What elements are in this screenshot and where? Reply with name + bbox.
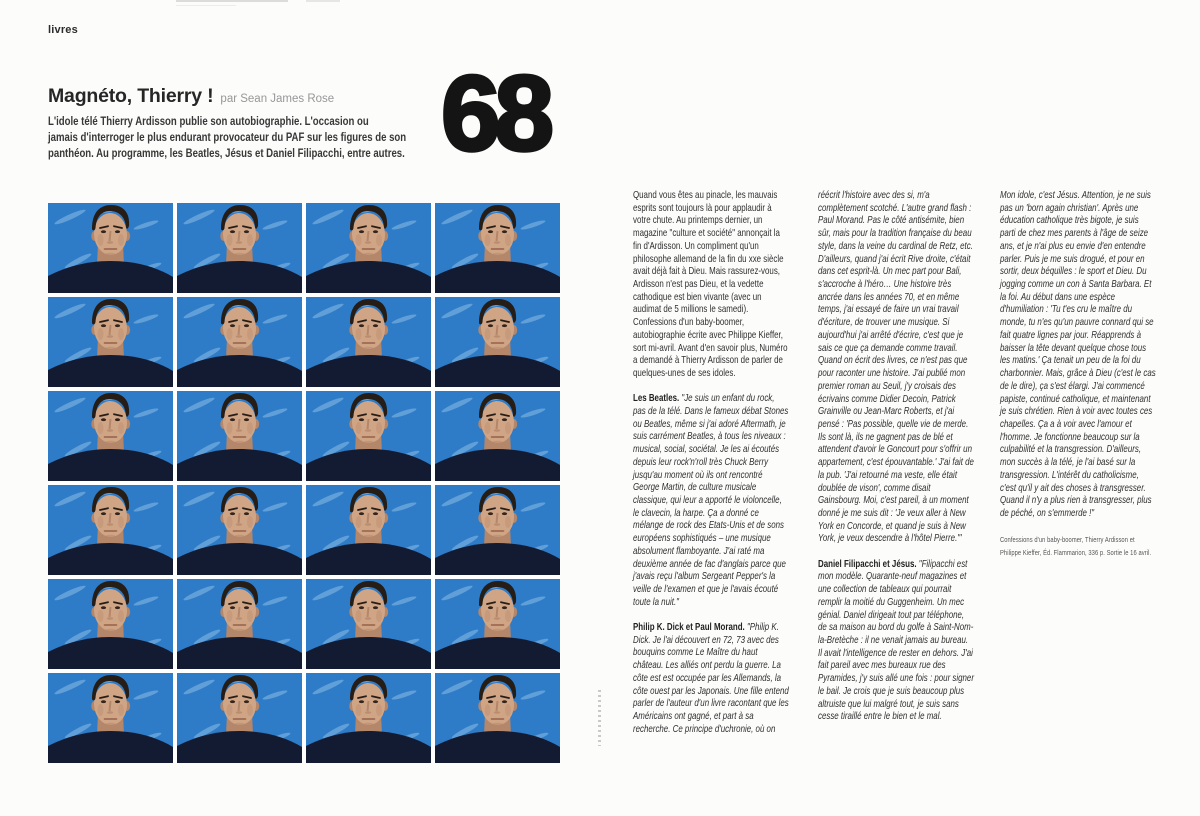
portrait-photo [48,391,173,481]
photo-cell [177,579,302,669]
paragraph-text: "Philip K. Dick. Je l'ai découvert en 72, 73 avec des bouquins comme Le Maître du haut château. Les alliés ont perdu la guerre. La côte est est occupée par les Allemands, la côte ouest par les Japonais. Une fille entend parler de l'auteur d'un livre racontant que les Américains ont gagné, et part à sa recherche. Ce principe d'uchronie, où on [633,622,789,735]
intro-line: L'idole télé Thierry Ardisson publie son autobiographie. L'occasion ou [48,114,369,128]
article-paragraph [633,393,789,609]
paragraph-lead: Les Beatles. [633,393,682,405]
article-paragraph [818,190,974,546]
photo-cell [48,391,173,481]
intro-line: panthéon. Au programme, les Beatles, Jésus et Daniel Filipacchi, entre autres. [48,146,405,161]
photo-cell [306,485,431,575]
paragraph-text: Mon idole, c'est Jésus. Attention, je ne suis pas un 'born again christian'. Après une éducation catholique très bigote, je suis parti de chez mes parents à l'âge de seize ans, et je n'ai plus eu envie d'en entendre parler. Puis je me suis drogué, et pour en sortir, deux béquilles : le sport et Dieu. Du jogging comme un con à Santa Barbara. Et la foi. Au début dans une espèce d'humiliation : 'Tu t'es cru le maître du monde, tu n'es qu'un pauvre connard qui se fait quatre lignes par jour. Réapprends à baisser la tête devant quelque chose tous les matins.' Ça tenait un peu de la foi du charbonnier. Mais, grâce à Dieu (c'est le cas de le dire), ça s'est élargi. J'ai commencé papiste, continué catholique, et maintenant je suis chrétien. Rien à voir avec toutes ces chapelles. Ça a à voir avec l'amour et l'homme. Je fonctionne beaucoup sur la culpabilité et la transgression. D'ailleurs, mon succès à la télé, je l'ai basé sur la transgression. L'intérêt du catholicisme, c'est qu'il y ait des choses à transgresser. Quand il n'y a plus rien à transgresser, plus de péché, on s'emmerde !" [1000,190,1156,519]
photo-cell [435,391,560,481]
photo-cell [435,485,560,575]
portrait-photo [306,391,431,481]
photo-cell [48,673,173,763]
photo-cell [48,297,173,387]
photo-cell [177,485,302,575]
photo-cell [177,297,302,387]
print-artifact [176,5,236,6]
page-number: 68 [441,53,549,173]
article-paragraph [633,190,789,381]
print-artifact [306,0,340,2]
paragraph-text: réécrit l'histoire avec des si, m'a complètement scotché. L'autre grand flash : Paul Morand. Pas le côté antisémite, bien sûr, mais pour la tradition française du beau style, dans la veine du cardinal de Retz, etc. D'ailleurs, quand j'ai écrit Rive droite, c'était dans cet esprit-là. Un mec part pour Bali, s'accroche à l'héro… Une histoire très ancrée dans les années 70, et en même temps, j'ai essayé de faire un vrai travail d'écriture, de trouver une musique. Si aujourd'hui j'ai arrêté d'écrire, c'est que je sais ce que ça demande comme travail. Quand on écrit des livres, ce n'est pas que pour raconter une histoire. J'ai publié mon premier roman au Seuil, j'y croisais des écrivains comme Didier Decoin, Patrick Grainville ou Jean-Marc Roberts, et j'ai pensé : 'Pas possible, quelle vie de merde. Ils sont là, ils ne gagnent pas de blé et attendent d'avoir le Goncourt pour s'offrir un appartement, c'est épouvantable.' J'ai fait de la pub. 'J'ai retourné ma veste, elle était doublée de vison', comme disait Gainsbourg. Moi, c'est pareil, à un moment donné je me suis dit : 'Je veux aller à New York en Concorde, et quand je suis à New York, je veux descendre à l'hôtel Pierre.'" [818,190,974,545]
portrait-photo [177,673,302,763]
paragraph-lead: Daniel Filipacchi et Jésus. [818,558,919,570]
photo-cell [435,297,560,387]
portrait-photo [177,203,302,293]
photo-cell [435,579,560,669]
article-column-2 [818,190,974,736]
intro-line: jamais d'interroger le plus endurant provocateur du PAF sur les figures de son [48,130,407,145]
portrait-photo [48,673,173,763]
portrait-photo [48,297,173,387]
photo-grid [48,203,560,763]
portrait-photo [306,485,431,575]
article-header [48,85,334,108]
portrait-photo [177,297,302,387]
portrait-photo [306,297,431,387]
portrait-photo [435,391,560,481]
paragraph-lead: Philip K. Dick et Paul Morand. [633,622,747,633]
portrait-photo [306,203,431,293]
article-paragraph [633,622,789,736]
article-paragraph [1000,190,1156,521]
photo-cell [306,297,431,387]
portrait-photo [177,485,302,575]
paragraph-text: "Filipacchi est mon modèle. Quarante-neuf magazines et une collection de tableaux qui pourrait remplir la moitié du Guggenheim. Un mec génial. Daniel dirigeait tout par téléphone, de sa maison au bord du golfe à Saint-Nom-la-Bretèche : il ne venait jamais au bureau. Il avait l'intelligence de rester en dehors. J'ai fait pareil avec mes bureaux rue des Pyramides, j'y suis allé une fois : pour signer le bail. Je crois que je suis beaucoup plus altruiste que lui malgré tout, je suis sans cesse tiraillé entre le bien et le mal. [818,558,974,723]
byline: par Sean James Rose [220,93,335,105]
paragraph-text: Quand vous êtes au pinacle, les mauvais esprits sont toujours là pour applaudir à votre chute. Au printemps dernier, un magazine "culture et société" annonçait la fin d'Ardisson. Un compliment qu'un philosophe allemand de la fin du xxe siècle avait déjà fait à Dieu. Mais rassurez-vous, Ardisson n'est pas Dieu, et la vedette cathodique est bien vivante (avec un audimat de 5 millions le samedi). Confessions d'un baby-boomer, autobiographie écrite avec Philippe Kieffer, sort mi-avril. Avant d'en savoir plus, Numéro a demandé à Thierry Ardisson de parler de quelques-unes de ses idoles. [633,190,788,380]
photo-cell [177,673,302,763]
photo-cell [306,203,431,293]
photo-cell [48,485,173,575]
photo-credit-vertical [598,690,601,746]
portrait-photo [48,579,173,669]
intro [48,113,442,162]
article-paragraph [818,559,974,724]
portrait-photo [48,203,173,293]
photo-cell [177,203,302,293]
portrait-photo [435,579,560,669]
portrait-photo [435,485,560,575]
photo-cell [306,579,431,669]
photo-cell [435,673,560,763]
article-column-3 [1000,190,1156,559]
article-column-1 [633,190,789,749]
photo-cell [435,203,560,293]
portrait-photo [306,579,431,669]
portrait-photo [177,391,302,481]
portrait-photo [48,485,173,575]
book-credit: Confessions d'un baby-boomer, Thierry Ardisson et Philippe Kieffer, Éd. Flammarion, 336 p. Sortie le 16 avril. [1000,535,1152,558]
photo-cell [177,391,302,481]
photo-cell [48,203,173,293]
portrait-photo [306,673,431,763]
photo-cell [306,673,431,763]
print-artifact [176,0,288,2]
photo-cell [48,579,173,669]
portrait-photo [177,579,302,669]
photo-cell [306,391,431,481]
portrait-photo [435,297,560,387]
portrait-photo [435,673,560,763]
portrait-photo [435,203,560,293]
paragraph-text: "Je suis un enfant du rock, pas de la télé. Dans le fameux débat Stones ou Beatles, même si j'ai adoré Aftermath, je suis carrément Beatles, à tous les niveaux : musical, social, sociétal. Je les ai écoutés depuis leur rock'n'roll très Chuck Berry jusqu'au moment où ils ont rencontré George Martin, de culture musicale classique, qui leur a apporté le violoncelle, le clavecin, la harpe. Ça a donné ce mélange de rock des Etats-Unis et de sons européens sophistiqués – une musique absolument flamboyante. J'ai raté ma deuxième année de fac d'anglais parce que j'avais reçu l'album Sergeant Pepper's la veille de l'examen et que je l'avais écouté toute la nuit." [633,393,789,608]
page-title: Magnéto, Thierry ! [48,85,214,107]
section-label: livres [48,24,78,36]
